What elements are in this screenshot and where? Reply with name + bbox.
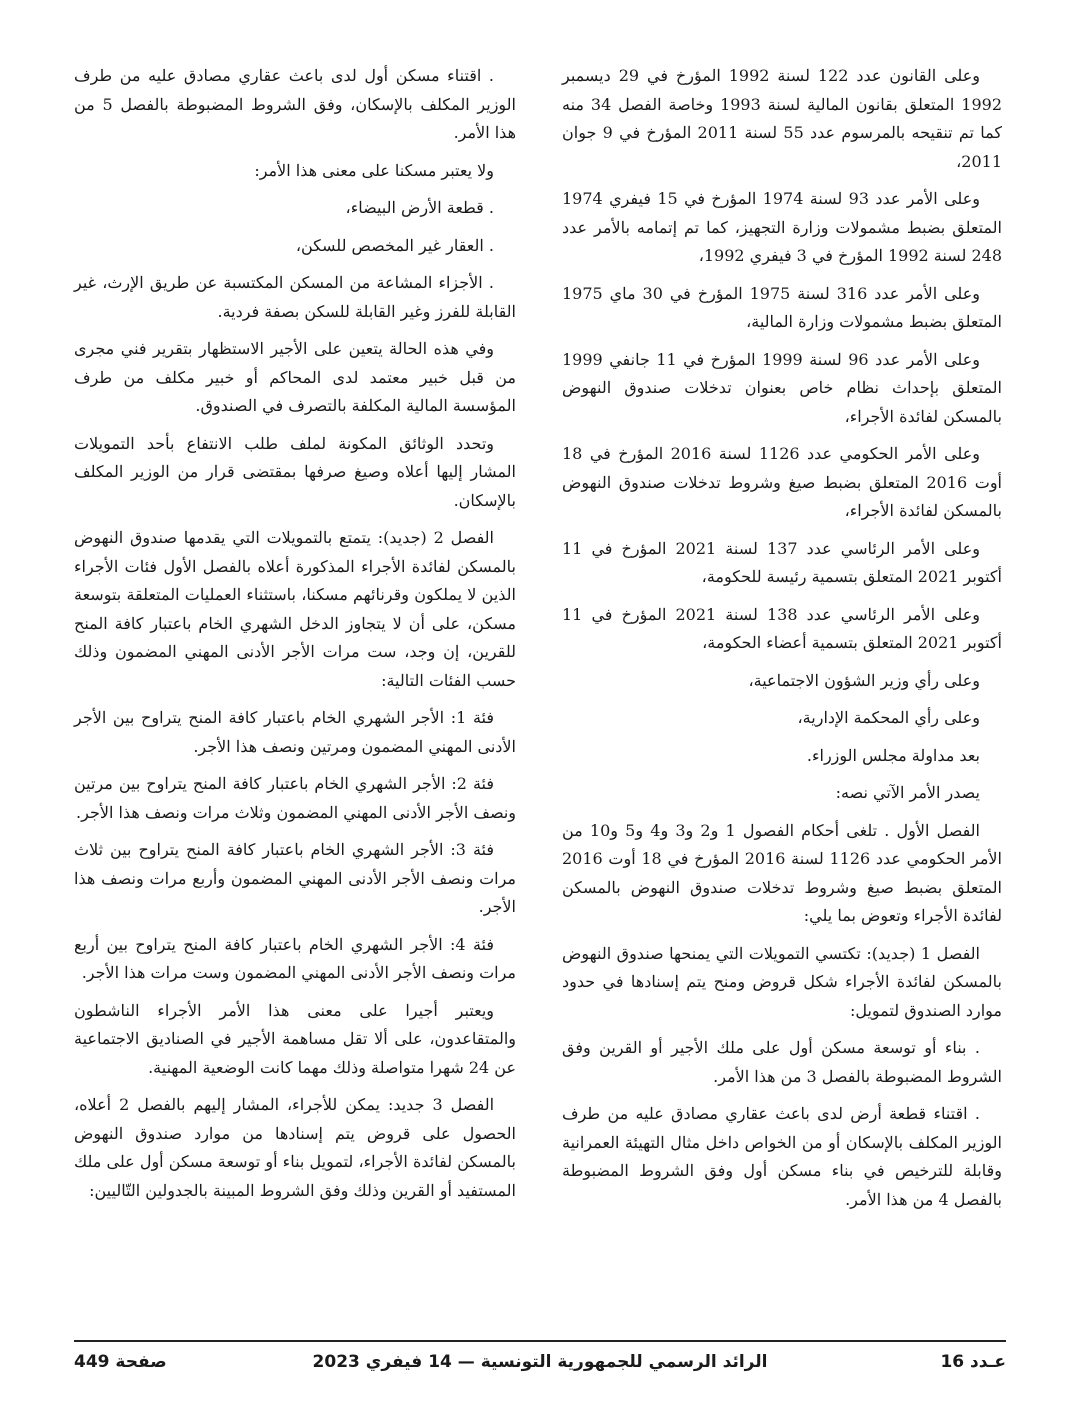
paragraph: فئة 4: الأجر الشهري الخام باعتبار كافة المنح يتراوح بين أربع مرات ونصف الأجر الأدنى المهني المضمون وست مرات هذا الأجر. <box>74 934 516 982</box>
paragraph: الفصل الأول . تلغى أحكام الفصول 1 و2 و3 و4 و5 و10 من الأمر الحكومي عدد 1126 لسنة 2016 المؤرخ في 18 أوت 2016 المتعلق بضبط صيغ وشروط تدخلات صندوق النهوض بالمسكن لفائدة الأجراء وتعوض بما يلي: <box>562 820 1002 925</box>
paragraph: . الأجزاء المشاعة من المسكن المكتسبة عن طريق الإرث، غير القابلة للفرز وغير القابلة للسكن بصفة فردية. <box>74 273 516 321</box>
paragraph: يصدر الأمر الآتي نصه: <box>835 783 980 802</box>
paragraph: الفصل 3 جديد: يمكن للأجراء، المشار إليهم بالفصل 2 أعلاه، الحصول على قروض يتم إسنادها من موارد صندوق النهوض بالمسكن لفائدة الأجراء، لتمويل بناء أو توسعة مسكن أول على ملك المستفيد أو القرين وذلك وفق الشروط المبينة بالجدولين التّاليين: <box>74 1095 516 1200</box>
journal-title-date: الرائد الرسمي للجمهورية التونسية — 14 فيفري 2023 <box>312 1352 768 1372</box>
paragraph: فئة 2: الأجر الشهري الخام باعتبار كافة المنح يتراوح بين مرتين ونصف الأجر الأدنى المهني المضمون وثلاث مرات ونصف هذا الأجر. <box>74 774 516 822</box>
paragraph: ولا يعتبر مسكنا على معنى هذا الأمر: <box>254 160 494 180</box>
paragraph: وفي هذه الحالة يتعين على الأجير الاستظهار بتقرير فني مجرى من قبل خبير معتمد لدى المحاكم أو خبير مكلف من طرف المؤسسة المالية المكلفة بالتصرف في الصندوق. <box>74 339 516 415</box>
paragraph: فئة 1: الأجر الشهري الخام باعتبار كافة المنح يتراوح بين الأجر الأدنى المهني المضمون ومرتين ونصف هذا الأجر. <box>74 708 516 756</box>
paragraph: وعلى رأي المحكمة الإدارية، <box>797 708 980 727</box>
footer-rule <box>74 1340 1006 1342</box>
left-column <box>74 62 516 1214</box>
paragraph: . قطعة الأرض البيضاء، <box>345 198 494 217</box>
paragraph: الفصل 2 (جديد): يتمتع بالتمويلات التي يقدمها صندوق النهوض بالمسكن لفائدة الأجراء المذكورة أعلاه بالفصل الأول فئات الأجراء الذين لا يملكون وقرنائهم مسكنا، باستثناء العمليات المتعلقة بتوسعة مسكن، على أن لا يتجاوز الدخل الشهري الخام باعتبار كافة المنح للقرين، إن وجد، ست مرات الأجر الأدنى المهني المضمون وذلك حسب الفئات التالية: <box>74 528 516 690</box>
paragraph: . العقار غير المخصص للسكن، <box>295 235 494 255</box>
right-column <box>562 62 1002 1223</box>
paragraph: وعلى الأمر الرئاسي عدد 137 لسنة 2021 المؤرخ في 11 أكتوبر 2021 المتعلق بتسمية رئيسة للحكومة، <box>562 538 1002 586</box>
paragraph: وعلى الأمر عدد 316 لسنة 1975 المؤرخ في 30 ماي 1975 المتعلق بضبط مشمولات وزارة المالية، <box>562 283 1002 331</box>
page-number: صفحة 449 <box>74 1352 167 1372</box>
paragraph: وعلى الأمر عدد 93 لسنة 1974 المؤرخ في 15 فيفري 1974 المتعلق بضبط مشمولات وزارة التجهيز، كما تم إتمامه بالأمر عدد 248 لسنة 1992 المؤرخ في 3 فيفري 1992، <box>562 189 1002 265</box>
paragraph: وتحدد الوثائق المكونة لملف طلب الانتفاع بأحد التمويلات المشار إليها أعلاه وصيغ صرفها بمقتضى قرار من الوزير المكلف بالإسكان. <box>74 433 516 510</box>
issue-number: عـدد 16 <box>940 1352 1006 1372</box>
paragraph: وعلى رأي وزير الشؤون الاجتماعية، <box>748 670 980 690</box>
paragraph: فئة 3: الأجر الشهري الخام باعتبار كافة المنح يتراوح بين ثلاث مرات ونصف الأجر الأدنى المهني المضمون وأربع مرات ونصف هذا الأجر. <box>74 840 516 916</box>
paragraph: . بناء أو توسعة مسكن أول على ملك الأجير أو القرين وفق الشروط المضبوطة بالفصل 3 من هذا الأمر. <box>562 1038 1002 1086</box>
paragraph: . اقتناء مسكن أول لدى باعث عقاري مصادق عليه من طرف الوزير المكلف بالإسكان، وفق الشروط المضبوطة بالفصل 5 من هذا الأمر. <box>74 66 517 142</box>
paragraph: وعلى الأمر الرئاسي عدد 138 لسنة 2021 المؤرخ في 11 أكتوبر 2021 المتعلق بتسمية أعضاء الحكومة، <box>562 604 1002 652</box>
paragraph: الفصل 1 (جديد): تكتسي التمويلات التي يمنحها صندوق النهوض بالمسكن لفائدة الأجراء شكل قروض ومنح يتم إسنادها في حدود موارد الصندوق لتمويل: <box>562 943 1002 1020</box>
paragraph: وعلى القانون عدد 122 لسنة 1992 المؤرخ في 29 ديسمبر 1992 المتعلق بقانون المالية لسنة 1993 وخاصة الفصل 34 منه كما تم تنقيحه بالمرسوم عدد 55 لسنة 2011 المؤرخ في 9 جوان 2011، <box>562 66 1003 171</box>
paragraph: وعلى الأمر عدد 96 لسنة 1999 المؤرخ في 11 جانفي 1999 المتعلق بإحداث نظام خاص بعنوان تدخلات صندوق النهوض بالمسكن لفائدة الأجراء، <box>562 349 1002 426</box>
paragraph: . اقتناء قطعة أرض لدى باعث عقاري مصادق عليه من طرف الوزير المكلف بالإسكان أو من الخواص داخل مثال التهيئة العمرانية وقابلة للترخيص في بناء مسكن أول وفق الشروط المضبوطة بالفصل 4 من هذا الأمر. <box>562 1104 1002 1209</box>
paragraph: وعلى الأمر الحكومي عدد 1126 لسنة 2016 المؤرخ في 18 أوت 2016 المتعلق بضبط صيغ وشروط تدخلات صندوق النهوض بالمسكن لفائدة الأجراء، <box>562 444 1002 520</box>
paragraph: بعد مداولة مجلس الوزراء. <box>806 745 980 765</box>
paragraph: ويعتبر أجيرا على معنى هذا الأمر الأجراء الناشطون والمتقاعدون، على ألا تقل مساهمة الأجير في الصناديق الاجتماعية عن 24 شهرا متواصلة وذلك مهما كانت الوضعية المهنية. <box>74 1000 516 1077</box>
